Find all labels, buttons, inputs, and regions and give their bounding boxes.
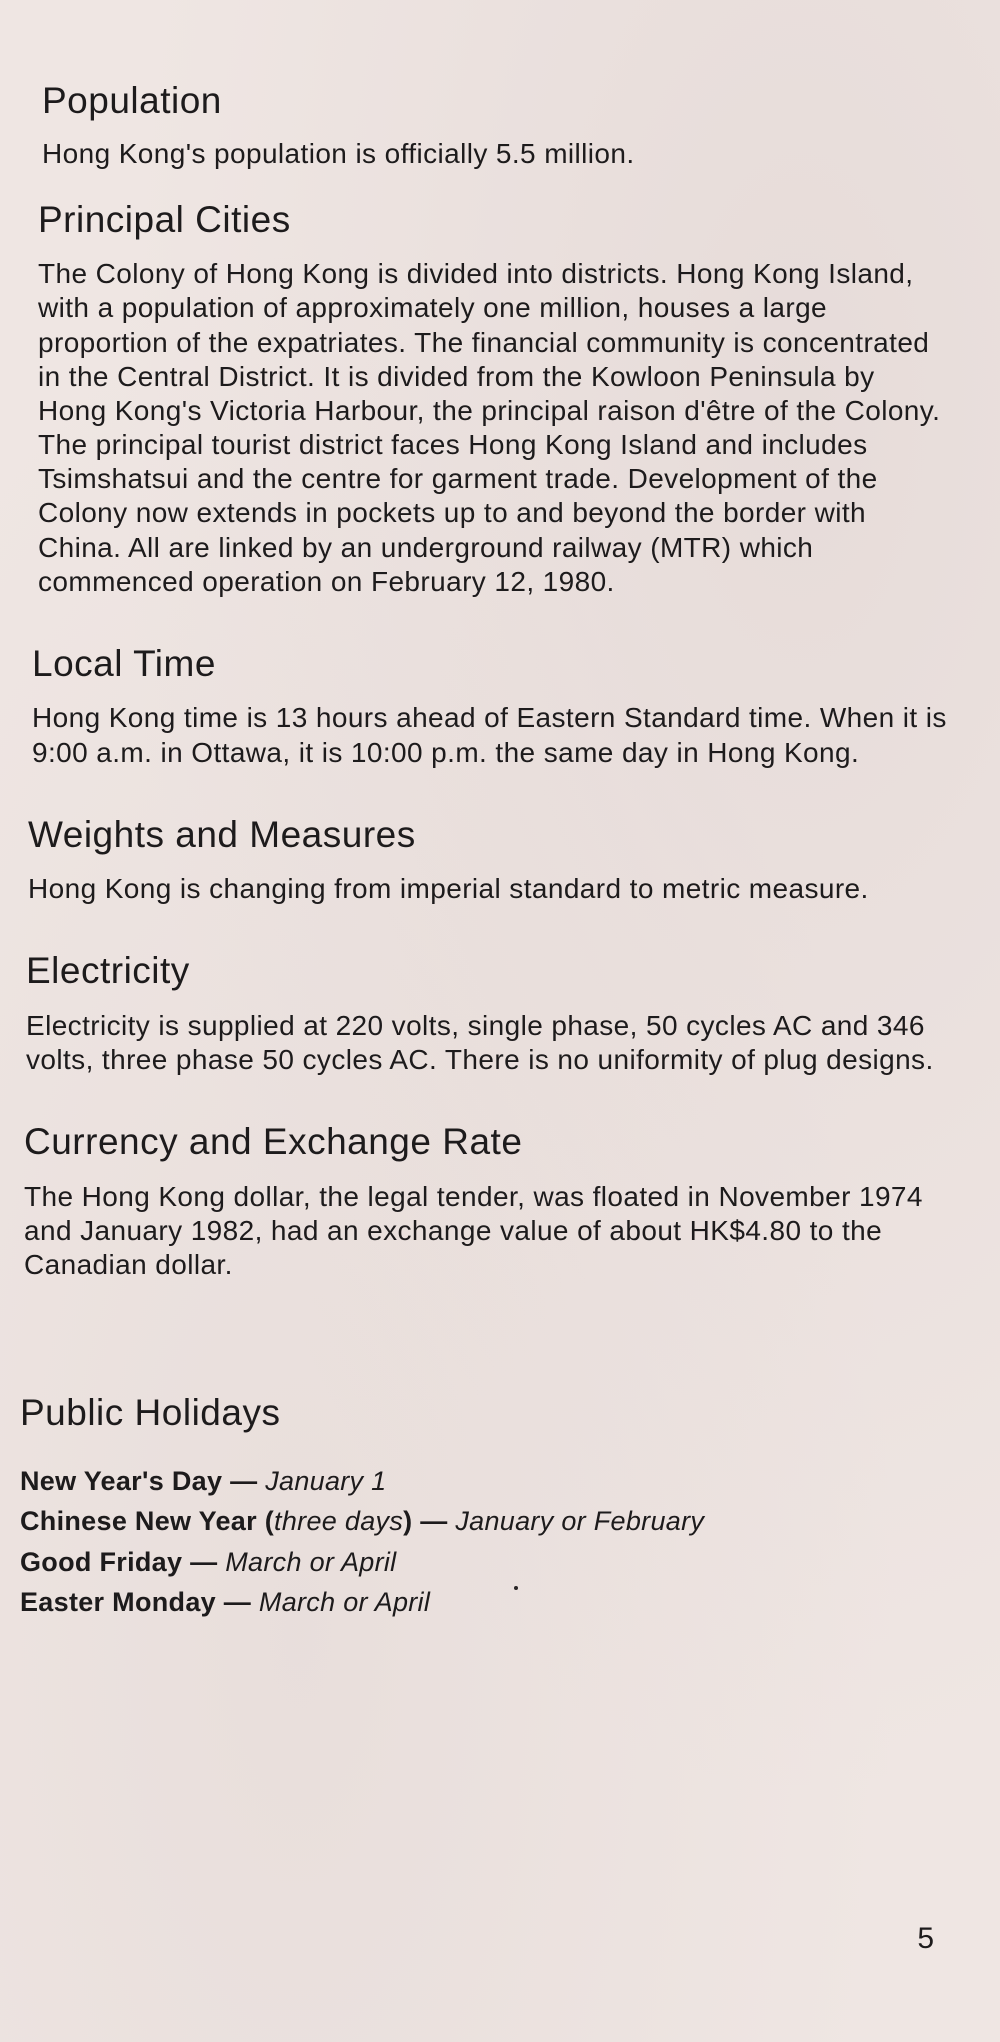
section-body: Hong Kong is changing from imperial standard to metric measure.	[28, 873, 869, 905]
section-heading: Public Holidays	[20, 1392, 281, 1434]
holiday-dash: —	[230, 1465, 258, 1496]
section-body: The Colony of Hong Kong is divided into districts. Hong Kong Island, with a population of approximately one million, houses a large proportion of the expatriates. The financial community is concentrated in the Central District. It is divided from the Kowloon Peninsula by Hong Kong's Victoria Harbour, the principal raison d'être of the Colony. The principal tourist district faces Hong Kong Island and includes Tsimshatsui and the centre for garment trade. Development of the Colony now extends in pockets up to and beyond the border with China. All are linked by an underground railway (MTR) which commenced operation on February 12, 1980.	[38, 258, 941, 597]
print-speck	[514, 1586, 518, 1590]
holiday-name: Easter Monday	[20, 1587, 216, 1618]
page-content	[20, 80, 948, 1623]
section-heading: Weights and Measures	[28, 813, 416, 855]
section-currency-exchange-rate	[24, 1121, 948, 1282]
holiday-dash: —	[223, 1587, 252, 1618]
holiday-item	[20, 1542, 948, 1583]
section-heading: Principal Cities	[38, 198, 291, 240]
section-heading: Electricity	[26, 950, 190, 992]
section-heading: Currency and Exchange Rate	[24, 1121, 523, 1163]
section-heading: Population	[42, 80, 222, 121]
holiday-item	[20, 1461, 948, 1502]
section-body: Electricity is supplied at 220 volts, single phase, 50 cycles AC and 346 volts, three phase 50 cycles AC. There is no uniformity of plug designs.	[26, 1009, 934, 1076]
section-local-time	[32, 643, 948, 770]
holiday-note: three days	[274, 1506, 404, 1537]
section-electricity	[26, 950, 948, 1077]
holiday-date: March or April	[258, 1587, 431, 1618]
holiday-date: March or April	[225, 1546, 397, 1577]
holiday-name: New Year's Day	[20, 1465, 223, 1496]
section-body: The Hong Kong dollar, the legal tender, was floated in November 1974 and January 1982, had an exchange value of about HK$4.80 to the Canadian dollar.	[24, 1180, 923, 1281]
page-number: 5	[917, 1922, 934, 1955]
holiday-date: January or February	[455, 1506, 705, 1537]
section-weights-and-measures	[28, 814, 948, 907]
section-principal-cities	[38, 199, 948, 599]
holiday-item	[20, 1582, 948, 1623]
holiday-dash: —	[420, 1506, 448, 1537]
section-heading: Local Time	[32, 642, 216, 684]
section-public-holidays	[20, 1392, 948, 1623]
section-population	[42, 80, 948, 171]
holiday-name: Good Friday	[20, 1546, 183, 1577]
holiday-date: January 1	[265, 1465, 387, 1496]
holiday-item: Chinese New Year (three days) — January or February	[20, 1506, 705, 1537]
section-body: Hong Kong's population is officially 5.5 million.	[42, 137, 635, 169]
holiday-dash: —	[190, 1546, 218, 1577]
holiday-name: Chinese New Year	[20, 1506, 257, 1537]
section-body: Hong Kong time is 13 hours ahead of Eastern Standard time. When it is 9:00 a.m. in Ottawa, it is 10:00 p.m. the same day in Hong Kong.	[32, 702, 947, 768]
